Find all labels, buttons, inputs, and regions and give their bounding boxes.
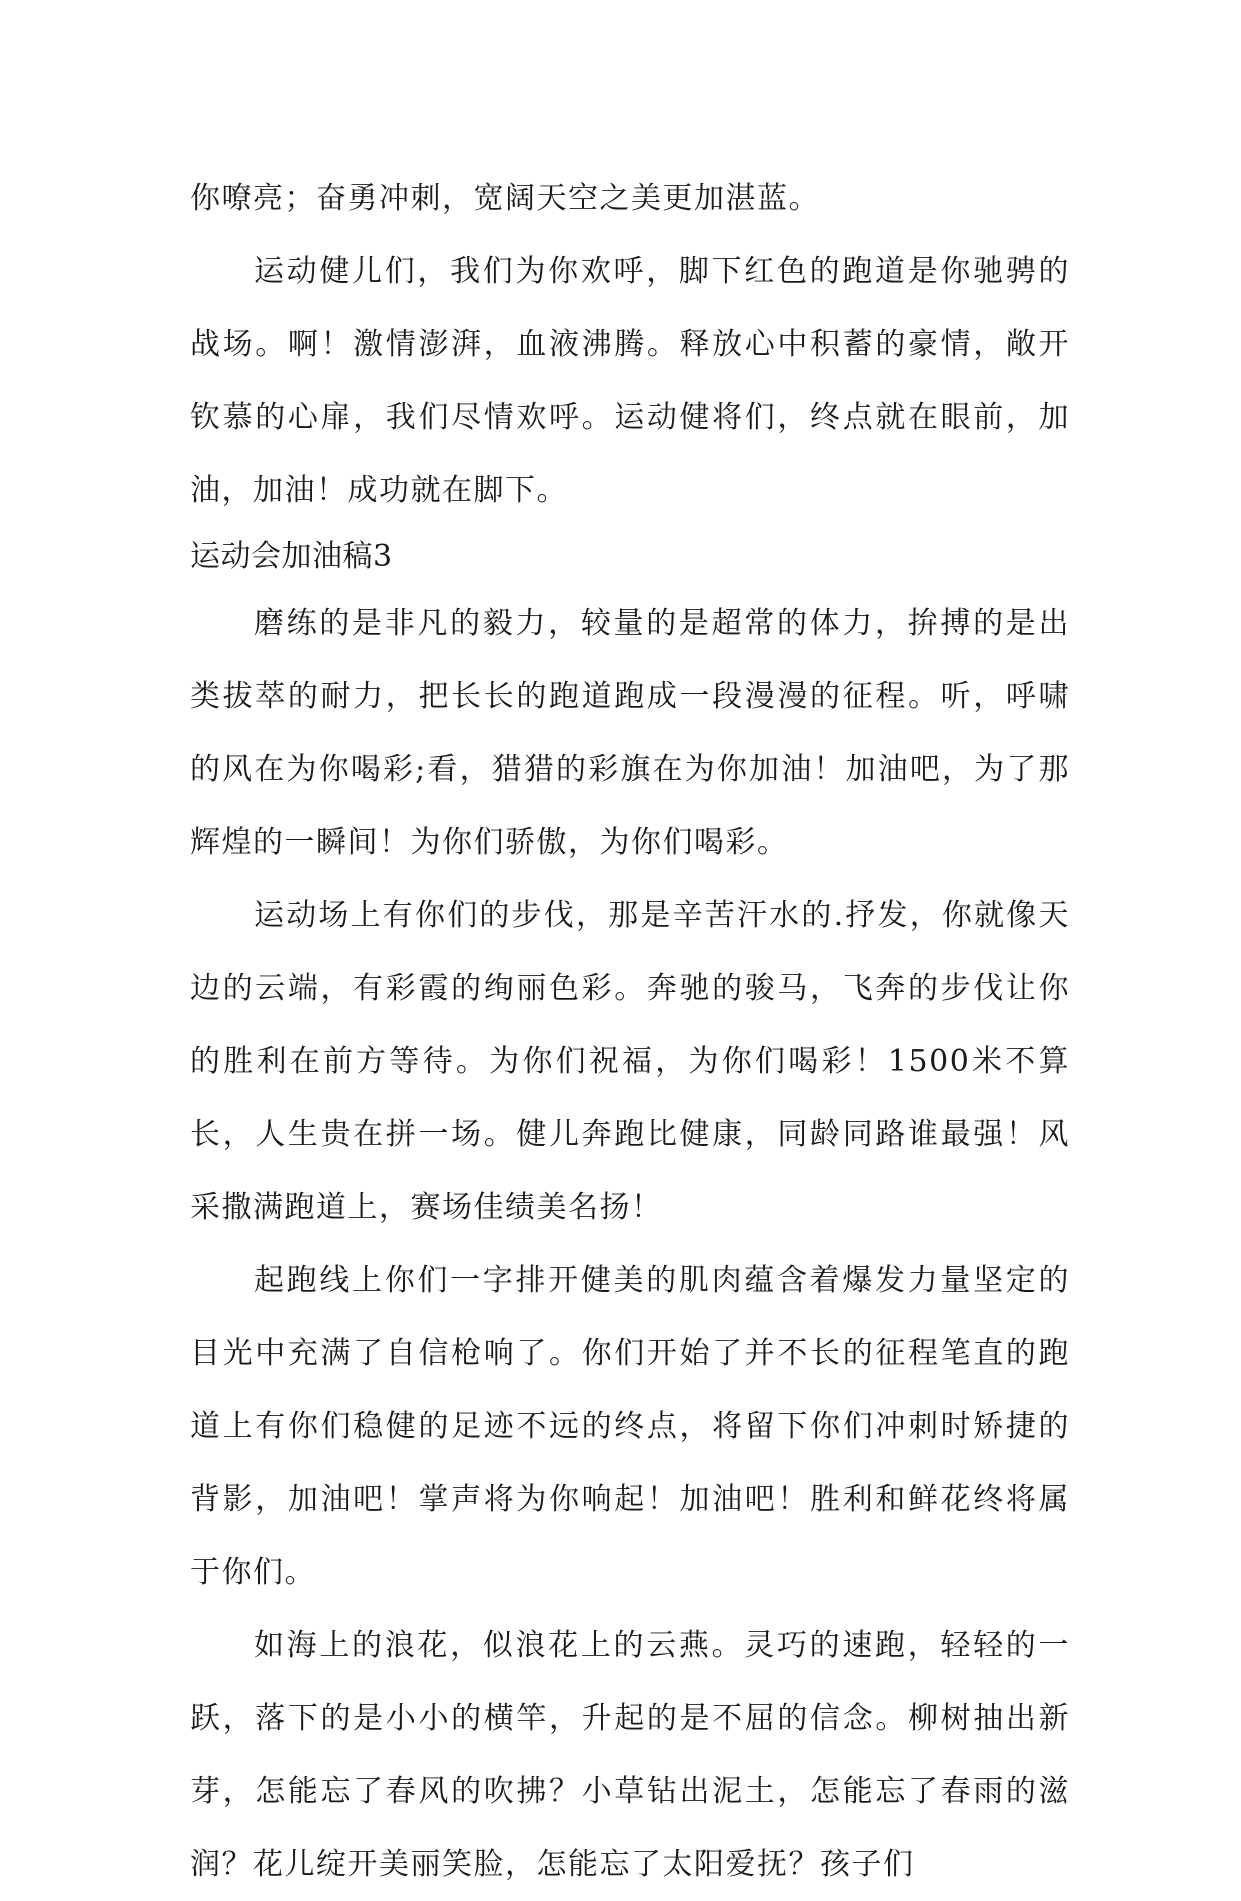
paragraph: 磨练的是非凡的毅力，较量的是超常的体力，拚搏的是出类拔萃的耐力，把长长的跑道跑成一段漫漫的征程。听，呼啸的风在为你喝彩;看，猎猎的彩旗在为你加油！加油吧，为了那辉煌的一瞬间！为你们骄傲，为你们喝彩。	[190, 606, 1070, 860]
section-heading: 运动会加油稿3	[190, 539, 393, 574]
document-body	[190, 162, 1070, 1901]
paragraph: 起跑线上你们一字排开健美的肌肉蕴含着爆发力量坚定的目光中充满了自信枪响了。你们开始了并不长的征程笔直的跑道上有你们稳健的足迹不远的终点，将留下你们冲刺时矫捷的背影，加油吧！掌声将为你响起！加油吧！胜利和鲜花终将属于你们。	[190, 1263, 1070, 1590]
paragraph: 运动场上有你们的步伐，那是辛苦汗水的.抒发，你就像天边的云端，有彩霞的绚丽色彩。奔驰的骏马，飞奔的步伐让你的胜利在前方等待。为你们祝福，为你们喝彩！1500米不算长，人生贵在拼一场。健儿奔跑比健康，同龄同路谁最强！风采撒满跑道上，赛场佳绩美名扬！	[190, 898, 1070, 1225]
paragraph: 如海上的浪花，似浪花上的云燕。灵巧的速跑，轻轻的一跃，落下的是小小的横竿，升起的是不屈的信念。柳树抽出新芽，怎能忘了春风的吹拂？小草钻出泥土，怎能忘了春雨的滋润？花儿绽开美丽笑脸，怎能忘了太阳爱抚？孩子们	[190, 1628, 1070, 1882]
paragraph: 运动健儿们，我们为你欢呼，脚下红色的跑道是你驰骋的战场。啊！激情澎湃，血液沸腾。释放心中积蓄的豪情，敞开钦慕的心扉，我们尽情欢呼。运动健将们，终点就在眼前，加油，加油！成功就在脚下。	[190, 254, 1070, 508]
paragraph-continuation: 你嘹亮；奋勇冲刺，宽阔天空之美更加湛蓝。	[190, 181, 820, 216]
